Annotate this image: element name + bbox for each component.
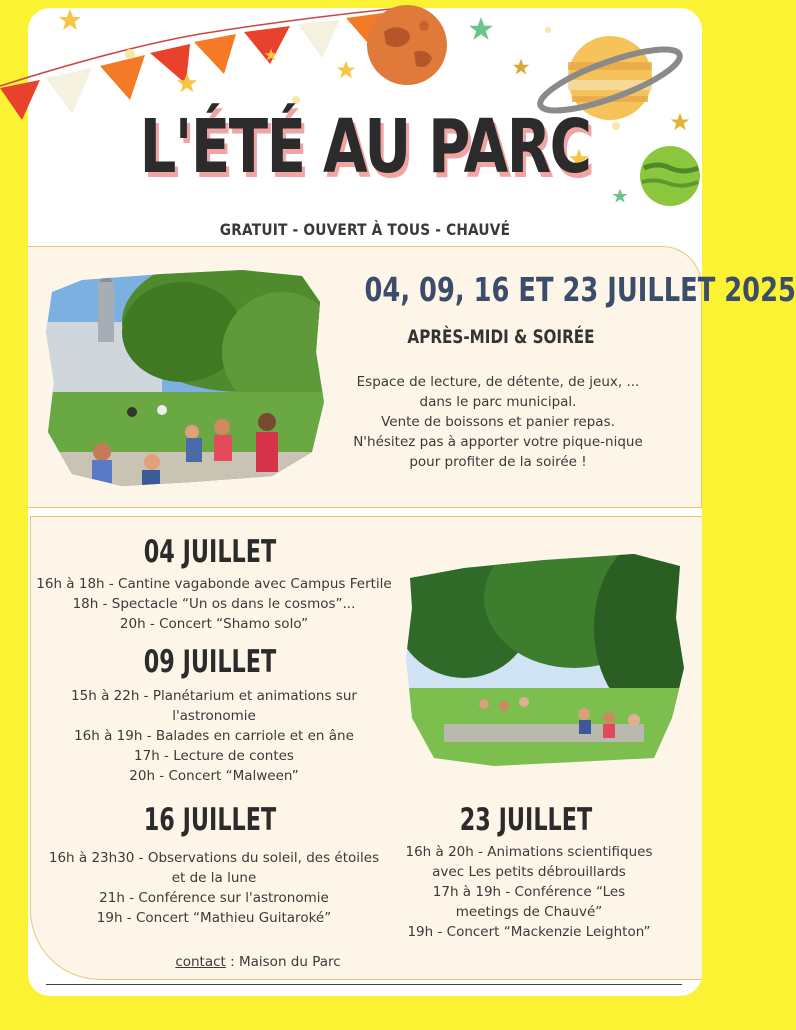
day-heading-16: 16 JUILLET [143, 802, 277, 838]
page-subtitle: GRATUIT - OUVERT À TOUS - CHAUVÉ [219, 220, 511, 239]
day-heading-23: 23 JUILLET [459, 802, 593, 838]
program-line: l'astronomie [172, 708, 256, 724]
park-picnic-photo [404, 548, 688, 770]
contact-link[interactable]: contact [175, 954, 226, 970]
program-line: 16h à 19h - Balades en carriole et en âne [74, 728, 354, 744]
program-line: 19h - Concert “Mackenzie Leighton” [407, 924, 651, 940]
program-line: 19h - Concert “Mathieu Guitaroké” [96, 910, 332, 926]
event-description [328, 372, 668, 472]
program-line: 16h à 20h - Animations scientifiques [405, 844, 653, 860]
day-heading-09: 09 JUILLET [143, 644, 277, 680]
program-line: avec Les petits débrouillards [432, 864, 626, 880]
day-program-16 [34, 848, 394, 928]
poster [28, 8, 796, 996]
program-line: 18h - Spectacle “Un os dans le cosmos”... [72, 596, 356, 612]
park-concert-photo [42, 262, 326, 490]
day-program-04 [34, 574, 394, 634]
description-line: pour profiter de la soirée ! [409, 454, 587, 470]
program-line: 20h - Concert “Shamo solo” [119, 616, 309, 632]
day-heading-04: 04 JUILLET [143, 534, 277, 570]
contact-line [138, 954, 378, 970]
event-timing: APRÈS-MIDI & SOIRÉE [407, 326, 595, 348]
program-line: 16h à 18h - Cantine vagabonde avec Campus Fertile [36, 576, 392, 592]
program-line: 17h à 19h - Conférence “Les [432, 884, 626, 900]
day-program-09 [34, 686, 394, 786]
program-line: meetings de Chauvé” [455, 904, 603, 920]
program-line: 21h - Conférence sur l'astronomie [99, 890, 329, 906]
footer-divider [46, 984, 682, 985]
page-title: L'ÉTÉ AU PARC [139, 104, 591, 190]
program-line: et de la lune [171, 870, 257, 886]
program-line: 17h - Lecture de contes [134, 748, 294, 764]
contact-text: : Maison du Parc [225, 954, 341, 970]
description-line: dans le parc municipal. [419, 394, 577, 410]
event-dates: 04, 09, 16 ET 23 JUILLET 2025 [364, 270, 796, 309]
description-line: Espace de lecture, de détente, de jeux, ... [356, 374, 640, 390]
program-line: 20h - Concert “Malween” [129, 768, 299, 784]
day-program-23 [394, 842, 664, 942]
description-line: N'hésitez pas à apporter votre pique-nique [353, 434, 643, 450]
program-line: 15h à 22h - Planétarium et animations sur [71, 688, 357, 704]
description-line: Vente de boissons et panier repas. [381, 414, 615, 430]
program-line: 16h à 23h30 - Observations du soleil, des étoiles [48, 850, 380, 866]
